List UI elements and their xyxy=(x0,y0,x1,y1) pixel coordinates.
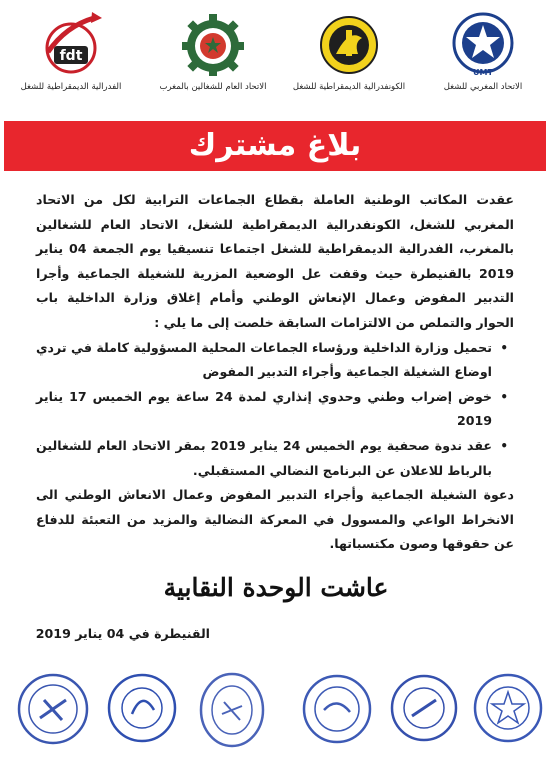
ugtm-logo xyxy=(148,8,278,92)
intro-paragraph: عقدت المكاتب الوطنية العاملة بقطاع الجماعات الترابية لكل من الاتحاد المغربي للشغل، الكونفدرالية الديمقراطية للشغل، الاتحاد العام للشغالين بالمغرب، الفدرالية الديمقراطية للشغل اجتماعا تنسيقيا يوم الجمعة 04 يناير 2019 بالقنيطرة حيث وقفت عل الوضعية المزرية للشغيلة الجماعية وأجرا التدبير المفوض وعمال الإنعاش الوطني وأمام إغلاق وزارة الداخلية باب الحوار والتملص من الالتزامات السابقة خلصت إلى ما يلي : xyxy=(36,192,515,330)
stamp-5-icon xyxy=(388,670,460,746)
ugtm-caption: الاتحاد العام للشغالين بالمغرب xyxy=(159,82,267,92)
umt-logo xyxy=(418,8,548,92)
svg-text:fdt: fdt xyxy=(59,48,83,64)
fdt-caption: الفدرالية الديمقراطية للشغل xyxy=(20,82,122,92)
joint-statement-banner: بلاغ مشترك xyxy=(4,121,546,171)
stamp-1-icon xyxy=(14,670,92,748)
list-item xyxy=(36,434,508,483)
dateline: القنيطرة في 04 يناير 2019 xyxy=(35,626,210,641)
fdt-logo xyxy=(6,8,136,92)
list-item-text: خوض إضراب وطني وحدوي إنذاري لمدة 24 ساعة يوم الخميس 17 يناير 2019 xyxy=(36,388,492,429)
list-item-text: عقد ندوة صحفية يوم الخميس 24 يناير 2019 بمقر الاتحاد العام للشغالين بالرباط للاعلان عن البرنامج النضالي المستقبلي. xyxy=(36,437,492,478)
cdt-logo-icon xyxy=(314,8,384,78)
bullet-icon: • xyxy=(500,389,508,404)
umt-caption: الاتحاد المغربي للشغل xyxy=(443,82,523,92)
stamp-3-icon xyxy=(196,670,268,750)
bullet-icon: • xyxy=(500,340,508,355)
cdt-caption: الكونفدرالية الديمقراطية للشغل xyxy=(292,82,406,92)
union-slogan: عاشت الوحدة النقابية xyxy=(163,573,389,602)
closing-paragraph: دعوة الشغيلة الجماعية وأجراء التدبير المفوض وعمال الانعاش الوطني الى الانخراط الواعي والمسوول في المعركة النضالية والمزيد من التعبئة للدفاع عن حقوقها وصون مكتسباتها. xyxy=(36,487,514,552)
statement-body xyxy=(36,188,514,557)
decisions-list xyxy=(36,336,514,484)
stamp-6-icon xyxy=(470,670,546,746)
list-item xyxy=(36,336,508,385)
stamp-4-icon xyxy=(300,670,374,748)
list-item xyxy=(36,385,508,434)
list-item-text: تحميل وزارة الداخلية ورؤساء الجماعات المحلية المسؤولية كاملة في تردي اوضاع الشغيلة الجماعية وأجراء التدبير المفوض xyxy=(36,339,492,380)
stamps-row xyxy=(0,670,552,755)
cdt-logo xyxy=(284,8,414,92)
bullet-icon: • xyxy=(500,438,508,453)
stamp-2-icon xyxy=(104,670,180,746)
umt-logo-icon xyxy=(448,8,518,78)
fdt-logo-icon xyxy=(36,8,106,78)
header-logos xyxy=(0,8,552,108)
svg-text:UMT: UMT xyxy=(473,68,493,77)
ugtm-gear-logo-icon xyxy=(178,8,248,78)
